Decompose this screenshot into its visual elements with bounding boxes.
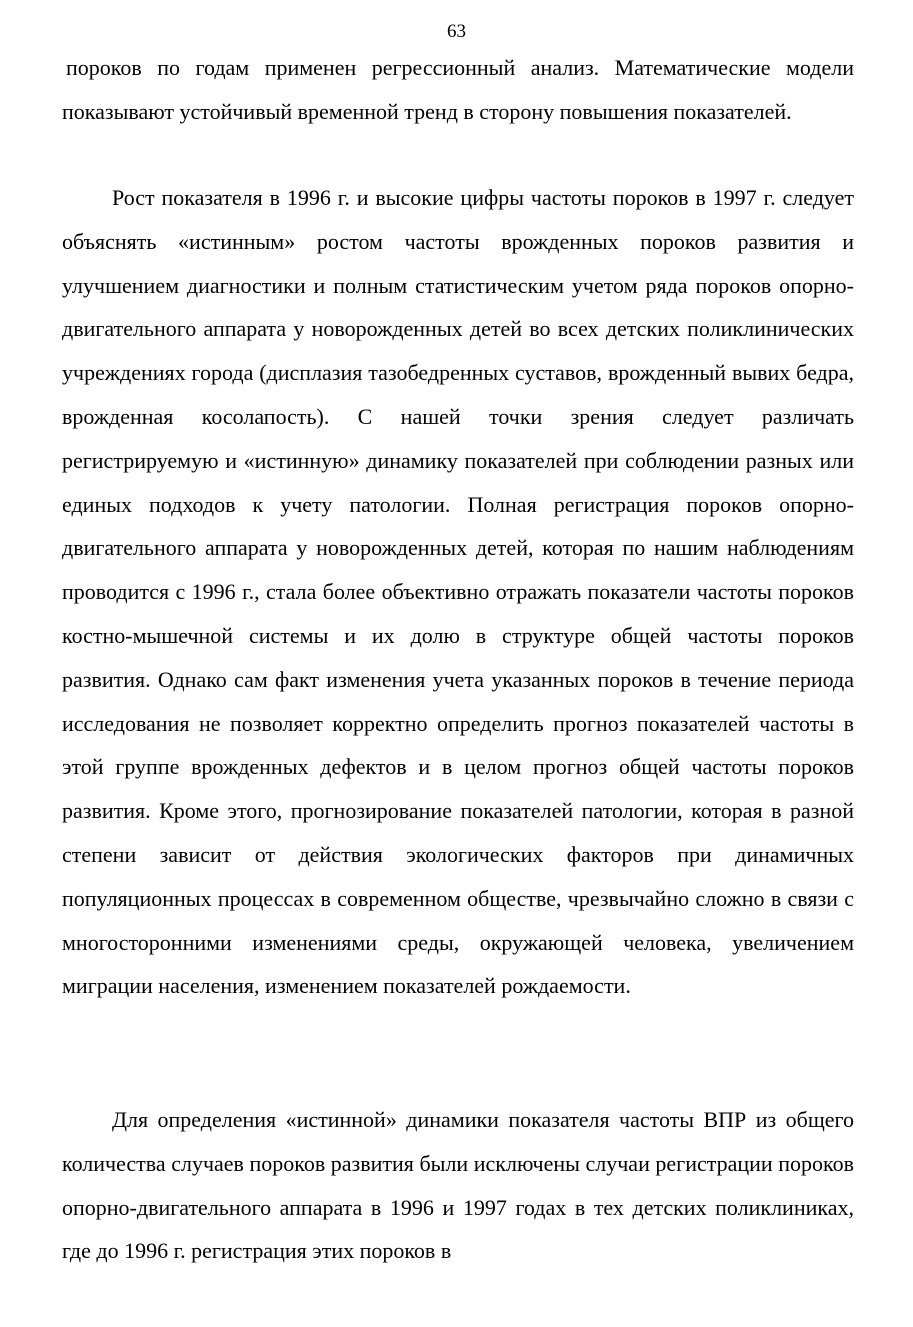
paragraph-growth-explanation: Рост показателя в 1996 г. и высокие цифры частоты пороков в 1997 г. следует объяснять «истинным» ростом частоты врожденных пороков развития и улучшением диагностики и полным статистическим учетом ряда пороков опорно-двигательного аппарата у новорожденных детей во всех детских поликлинических учреждениях города (дисплазия тазобедренных суставов, врожденный вывих бедра, врожденная косолапость). С нашей точки зрения следует различать регистрируемую и «истинную» динамику показателей при соблюдении разных или единых подходов к учету патологии. Полная регистрация пороков опорно-двигательного аппарата у новорожденных детей, которая по нашим наблюдениям проводится с 1996 г., стала более объективно отражать показатели частоты пороков костно-мышечной системы и их долю в структуре общей частоты пороков развития. Однако сам факт изменения учета указанных пороков в течение периода исследования не позволяет корректно определить прогноз показателей частоты в этой группе врожденных дефектов и в целом прогноз общей частоты пороков развития. Кроме этого, прогнозирование показателей патологии, которая в разной степени зависит от действия экологических факторов при динамичных популяционных процессах в современном обществе, чрезвычайно сложно в связи с многосторонними изменениями среды, окружающей человека, увеличением миграции населения, изменением показателей рождаемости. xyxy=(62,185,854,999)
paragraph-continuation xyxy=(62,46,854,134)
page-number: 63 xyxy=(447,21,466,42)
paragraph-true-dynamics: Для определения «истинной» динамики показателя частоты ВПР из общего количества случаев пороков развития были исключены случаи регистрации пороков опорно-двигательного аппарата в 1996 и 1997 годах в тех детских поликлиниках, где до 1996 г. регистрация этих пороков в xyxy=(62,1107,854,1264)
paragraph-text: пороков по годам применен регрессионный анализ. Математические модели показывают устойчивый временной тренд в сторону повышения показателей. xyxy=(62,55,854,124)
